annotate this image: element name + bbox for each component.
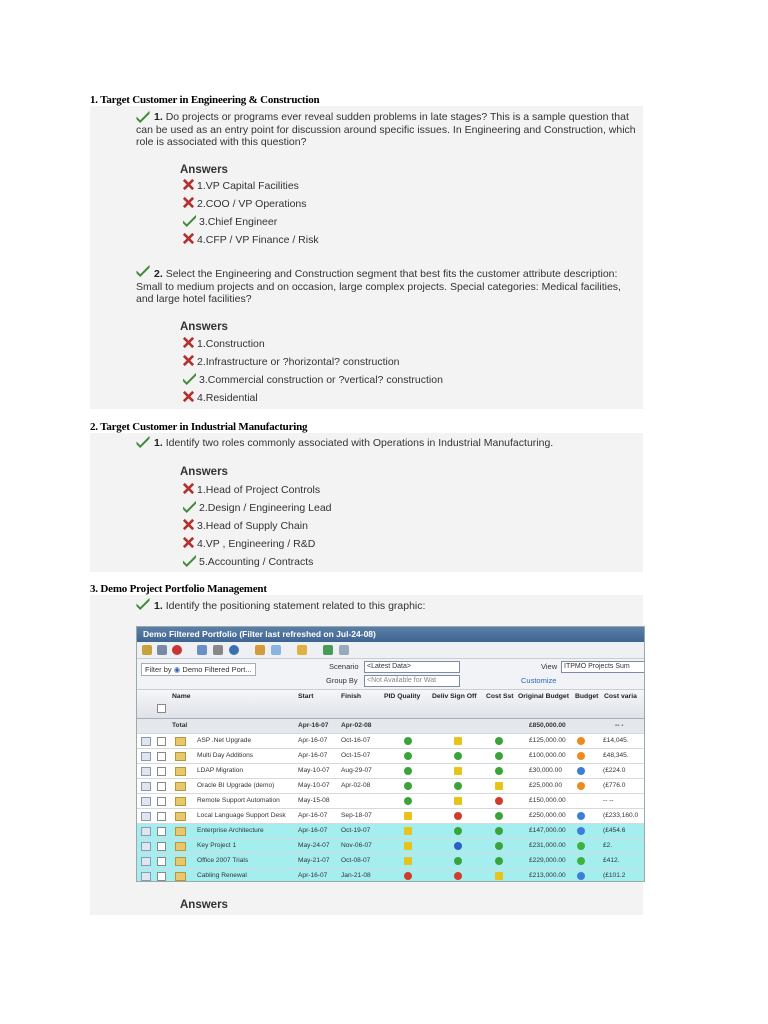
question-body: Identify two roles commonly associated with Operations in Industrial Manufacturing.	[165, 437, 554, 449]
groupby-select[interactable]: <Not Available for Wat	[364, 675, 460, 687]
document-icon[interactable]	[141, 857, 151, 866]
row-variance: (£233,160.0	[603, 812, 639, 819]
row-budget: £213,000.00	[529, 872, 566, 879]
answers-heading: Answers	[180, 164, 228, 176]
table-row[interactable]	[137, 794, 644, 809]
select-all-checkbox[interactable]	[157, 704, 166, 713]
row-start: Apr-16-07	[298, 827, 328, 834]
budget-status-icon	[577, 767, 585, 775]
row-finish: Oct-16-07	[341, 737, 371, 744]
answer-option	[182, 482, 320, 498]
column-header[interactable]: Original Budget	[518, 693, 569, 700]
cost-status-icon	[495, 842, 503, 850]
answer-label: 3.Chief Engineer	[199, 216, 278, 228]
budget-status-icon	[577, 857, 585, 865]
answer-option	[182, 500, 332, 516]
question-body: Do projects or programs ever reveal sudden problems in late stages? This is a sample question that can be used as an entry point for discussion around specific issues. In Engineering and Construction, which role is associated with this question?	[136, 111, 636, 148]
question-body: Select the Engineering and Construction segment that best fits the customer attribute description: Small to medium projects and on occasion, large complex projects. Special categories: Medical facilities, and large hotel facilities?	[136, 268, 621, 305]
table-row[interactable]	[137, 764, 644, 779]
column-header[interactable]: PID Quality	[384, 693, 421, 700]
column-header[interactable]: Cost varia	[604, 693, 637, 700]
pid-status-icon	[404, 797, 412, 805]
row-name: Cabling Renewal	[197, 872, 247, 879]
folder-icon	[175, 812, 186, 821]
answer-option	[182, 390, 258, 406]
cross-icon	[182, 196, 195, 209]
refresh-icon[interactable]	[229, 645, 239, 655]
grid-icon[interactable]	[323, 645, 333, 655]
table-row[interactable]	[137, 869, 644, 882]
customize-link[interactable]: Customize	[521, 676, 557, 685]
answer-label: 2.Infrastructure or ?horizontal? construction	[197, 356, 400, 368]
view-select[interactable]: ITPMO Projects Sum	[561, 661, 645, 673]
row-budget: £100,000.00	[529, 752, 566, 759]
row-budget: £229,000.00	[529, 857, 566, 864]
pid-status-icon	[404, 782, 412, 790]
row-budget: £147,000.00	[529, 827, 566, 834]
row-budget: £30,000.00	[529, 767, 563, 774]
cross-icon	[182, 232, 195, 245]
check-icon	[182, 554, 197, 567]
row-finish: Apr-02-08	[341, 722, 372, 729]
row-checkbox[interactable]	[157, 857, 166, 866]
table-row[interactable]	[137, 824, 644, 839]
deliv-status-icon	[454, 752, 462, 760]
answers-heading: Answers	[180, 466, 228, 478]
table-header	[137, 690, 644, 719]
row-finish: Apr-02-08	[341, 782, 371, 789]
cost-status-icon	[495, 812, 503, 820]
document-icon[interactable]	[141, 797, 151, 806]
portfolio-title: Demo Filtered Portfolio (Filter last refreshed on Jul-24-08)	[137, 627, 644, 642]
question-text	[136, 111, 636, 149]
section-panel-1	[90, 106, 643, 409]
deliv-status-icon	[454, 842, 462, 850]
budget-status-icon	[577, 827, 585, 835]
deliv-status-icon	[454, 857, 462, 865]
row-variance: £48,345.	[603, 752, 629, 759]
answer-label: 5.Accounting / Contracts	[199, 556, 314, 568]
deliv-status-icon	[454, 737, 462, 745]
edit-icon[interactable]	[197, 645, 207, 655]
cross-icon	[182, 482, 195, 495]
row-checkbox[interactable]	[157, 752, 166, 761]
folder-icon	[175, 842, 186, 851]
row-variance: -- -	[615, 722, 624, 729]
answer-option	[182, 232, 319, 248]
table-row[interactable]	[137, 854, 644, 869]
answer-option	[182, 214, 277, 230]
search-icon[interactable]	[339, 645, 349, 655]
row-name: Oracle BI Upgrade (demo)	[197, 782, 275, 789]
column-header[interactable]: Deliv Sign Off	[432, 693, 477, 700]
row-name: Enterprise Architecture	[197, 827, 264, 834]
question-number: 1.	[154, 600, 163, 612]
question-number: 2.	[154, 268, 163, 280]
budget-status-icon	[577, 737, 585, 745]
answer-option	[182, 536, 315, 552]
question-number: 1.	[154, 437, 163, 449]
cost-status-icon	[495, 797, 503, 805]
view-label: View	[541, 662, 558, 671]
row-checkbox[interactable]	[157, 767, 166, 776]
row-checkbox[interactable]	[157, 842, 166, 851]
answers-heading: Answers	[180, 899, 228, 911]
column-header[interactable]: Cost Sst	[486, 693, 514, 700]
filter-bar	[137, 659, 644, 690]
scenario-select[interactable]: <Latest Data>	[364, 661, 460, 673]
answer-label: 2.Design / Engineering Lead	[199, 502, 332, 514]
answer-option	[182, 372, 443, 388]
document-icon[interactable]	[141, 872, 151, 881]
column-header[interactable]: Finish	[341, 693, 362, 700]
answer-option	[182, 178, 299, 194]
cost-status-icon	[495, 752, 503, 760]
column-header[interactable]: Budget	[575, 693, 599, 700]
pid-status-icon	[404, 842, 412, 850]
cost-status-icon	[495, 872, 503, 880]
answer-label: 4.VP , Engineering / R&D	[197, 538, 316, 550]
deliv-status-icon	[454, 827, 462, 835]
section-title-3: 3. Demo Project Portfolio Management	[90, 583, 267, 595]
budget-status-icon	[577, 782, 585, 790]
row-name: Total	[172, 722, 188, 729]
cost-status-icon	[495, 767, 503, 775]
question-text	[136, 600, 636, 613]
answer-option	[182, 554, 313, 570]
folder-icon	[175, 827, 186, 836]
answer-label: 3.Head of Supply Chain	[197, 520, 308, 532]
pid-status-icon	[404, 827, 412, 835]
row-variance: (£101.2	[603, 872, 626, 879]
row-start: Apr-16-07	[298, 812, 328, 819]
answer-label: 4.CFP / VP Finance / Risk	[197, 234, 319, 246]
answer-label: 1.Construction	[197, 338, 265, 350]
question-number: 1.	[154, 111, 163, 123]
table-body	[137, 734, 644, 882]
cost-status-icon	[495, 857, 503, 865]
row-start: May-21-07	[298, 857, 330, 864]
table-row[interactable]	[137, 779, 644, 794]
row-budget: £25,000.00	[529, 782, 563, 789]
budget-status-icon	[577, 812, 585, 820]
key-icon[interactable]	[297, 645, 307, 655]
row-checkbox[interactable]	[157, 827, 166, 836]
folder-icon	[175, 752, 186, 761]
row-finish: Oct-19-07	[341, 827, 371, 834]
deliv-status-icon	[454, 767, 462, 775]
answer-option	[182, 196, 307, 212]
row-variance: £14,045.	[603, 737, 629, 744]
document-icon[interactable]	[141, 812, 151, 821]
row-variance: (£454.6	[603, 827, 626, 834]
save-icon[interactable]	[142, 645, 152, 655]
answer-option	[182, 336, 265, 352]
pid-status-icon	[404, 767, 412, 775]
row-budget: £150,000.00	[529, 797, 566, 804]
budget-status-icon	[577, 842, 585, 850]
row-finish: Aug-29-07	[341, 767, 372, 774]
answer-label: 1.Head of Project Controls	[197, 484, 321, 496]
deliv-status-icon	[454, 797, 462, 805]
answer-label: 4.Residential	[197, 392, 258, 404]
pid-status-icon	[404, 872, 412, 880]
row-checkbox[interactable]	[157, 797, 166, 806]
pid-status-icon	[404, 812, 412, 820]
answer-option	[182, 354, 400, 370]
row-finish: Oct-08-07	[341, 857, 371, 864]
document-icon[interactable]	[141, 827, 151, 836]
row-start: May-10-07	[298, 782, 330, 789]
folder-icon	[175, 767, 186, 776]
cross-icon	[182, 518, 195, 531]
row-name: ASP .Net Upgrade	[197, 737, 252, 744]
row-variance: £412.	[603, 857, 620, 864]
answer-option	[182, 518, 308, 534]
row-start: May-15-08	[298, 797, 330, 804]
row-start: Apr-16-07	[298, 737, 328, 744]
filter-button[interactable]: Filter by ◉ Demo Filtered Port...	[141, 663, 256, 676]
answer-label: 3.Commercial construction or ?vertical? construction	[199, 374, 443, 386]
folder-icon	[175, 797, 186, 806]
row-start: May-10-07	[298, 767, 330, 774]
save-as-icon[interactable]	[157, 645, 167, 655]
cross-icon	[182, 536, 195, 549]
cross-icon	[182, 178, 195, 191]
row-finish: Sep-18-07	[341, 812, 372, 819]
pid-status-icon	[404, 737, 412, 745]
column-header[interactable]: Name	[172, 693, 191, 700]
table-row[interactable]	[137, 734, 644, 749]
row-start: Apr-16-07	[298, 872, 328, 879]
answer-label: 1.VP Capital Facilities	[197, 180, 299, 192]
chart-icon[interactable]	[255, 645, 265, 655]
row-name: Multi Day Additions	[197, 752, 254, 759]
delete-icon[interactable]	[172, 645, 182, 655]
column-header[interactable]: Start	[298, 693, 314, 700]
portfolio-screenshot	[136, 626, 645, 882]
row-start: Apr-16-07	[298, 752, 328, 759]
row-name: Remote Support Automation	[197, 797, 280, 804]
cross-icon	[182, 336, 195, 349]
answer-label: 2.COO / VP Operations	[197, 198, 307, 210]
pid-status-icon	[404, 857, 412, 865]
cross-icon	[182, 390, 195, 403]
cost-status-icon	[495, 737, 503, 745]
document-icon[interactable]	[141, 767, 151, 776]
row-budget: £850,000.00	[529, 722, 566, 729]
folder-icon	[175, 737, 186, 746]
section-title-1: 1. Target Customer in Engineering & Construction	[90, 94, 320, 106]
row-checkbox[interactable]	[157, 812, 166, 821]
table-row[interactable]	[137, 809, 644, 824]
scenario-label: Scenario	[329, 662, 359, 671]
check-icon	[182, 372, 197, 385]
folder-icon	[175, 782, 186, 791]
row-finish: Oct-15-07	[341, 752, 371, 759]
toolbar	[137, 642, 644, 659]
row-finish: Nov-06-07	[341, 842, 372, 849]
check-icon	[182, 214, 197, 227]
section-panel-2	[90, 433, 643, 572]
question-text	[136, 268, 636, 306]
budget-status-icon	[577, 872, 585, 880]
cross-icon	[182, 354, 195, 367]
row-start: May-24-07	[298, 842, 330, 849]
groupby-label: Group By	[326, 676, 358, 685]
export-icon[interactable]	[271, 645, 281, 655]
check-icon	[182, 500, 197, 513]
document-icon[interactable]	[141, 752, 151, 761]
table-row-total[interactable]	[137, 719, 644, 734]
deliv-status-icon	[454, 782, 462, 790]
answers-heading: Answers	[180, 321, 228, 333]
row-name: Office 2007 Trials	[197, 857, 249, 864]
row-finish: Jan-21-08	[341, 872, 371, 879]
budget-status-icon	[577, 752, 585, 760]
document-icon[interactable]	[141, 737, 151, 746]
cut-icon[interactable]	[213, 645, 223, 655]
question-body: Identify the positioning statement related to this graphic:	[165, 600, 426, 612]
deliv-status-icon	[454, 812, 462, 820]
row-variance: -- --	[603, 797, 614, 804]
row-start: Apr-16-07	[298, 722, 329, 729]
section-title-2: 2. Target Customer in Industrial Manufacturing	[90, 421, 308, 433]
question-text	[136, 437, 636, 450]
folder-icon	[175, 872, 186, 881]
row-variance: (£224.0	[603, 767, 626, 774]
row-budget: £250,000.00	[529, 812, 566, 819]
table-row[interactable]	[137, 749, 644, 764]
row-variance: £2.	[603, 842, 613, 849]
row-variance: (£776.0	[603, 782, 626, 789]
folder-icon	[175, 857, 186, 866]
cost-status-icon	[495, 827, 503, 835]
row-checkbox[interactable]	[157, 872, 166, 881]
row-checkbox[interactable]	[157, 782, 166, 791]
pid-status-icon	[404, 752, 412, 760]
document-icon[interactable]	[141, 782, 151, 791]
row-name: LDAP Migration	[197, 767, 244, 774]
row-name: Key Project 1	[197, 842, 237, 849]
section-panel-3	[90, 595, 643, 915]
row-budget: £125,000.00	[529, 737, 566, 744]
cost-status-icon	[495, 782, 503, 790]
row-name: Local Language Support Desk	[197, 812, 286, 819]
row-checkbox[interactable]	[157, 737, 166, 746]
document-icon[interactable]	[141, 842, 151, 851]
deliv-status-icon	[454, 872, 462, 880]
table-row[interactable]	[137, 839, 644, 854]
row-budget: £231,000.00	[529, 842, 566, 849]
